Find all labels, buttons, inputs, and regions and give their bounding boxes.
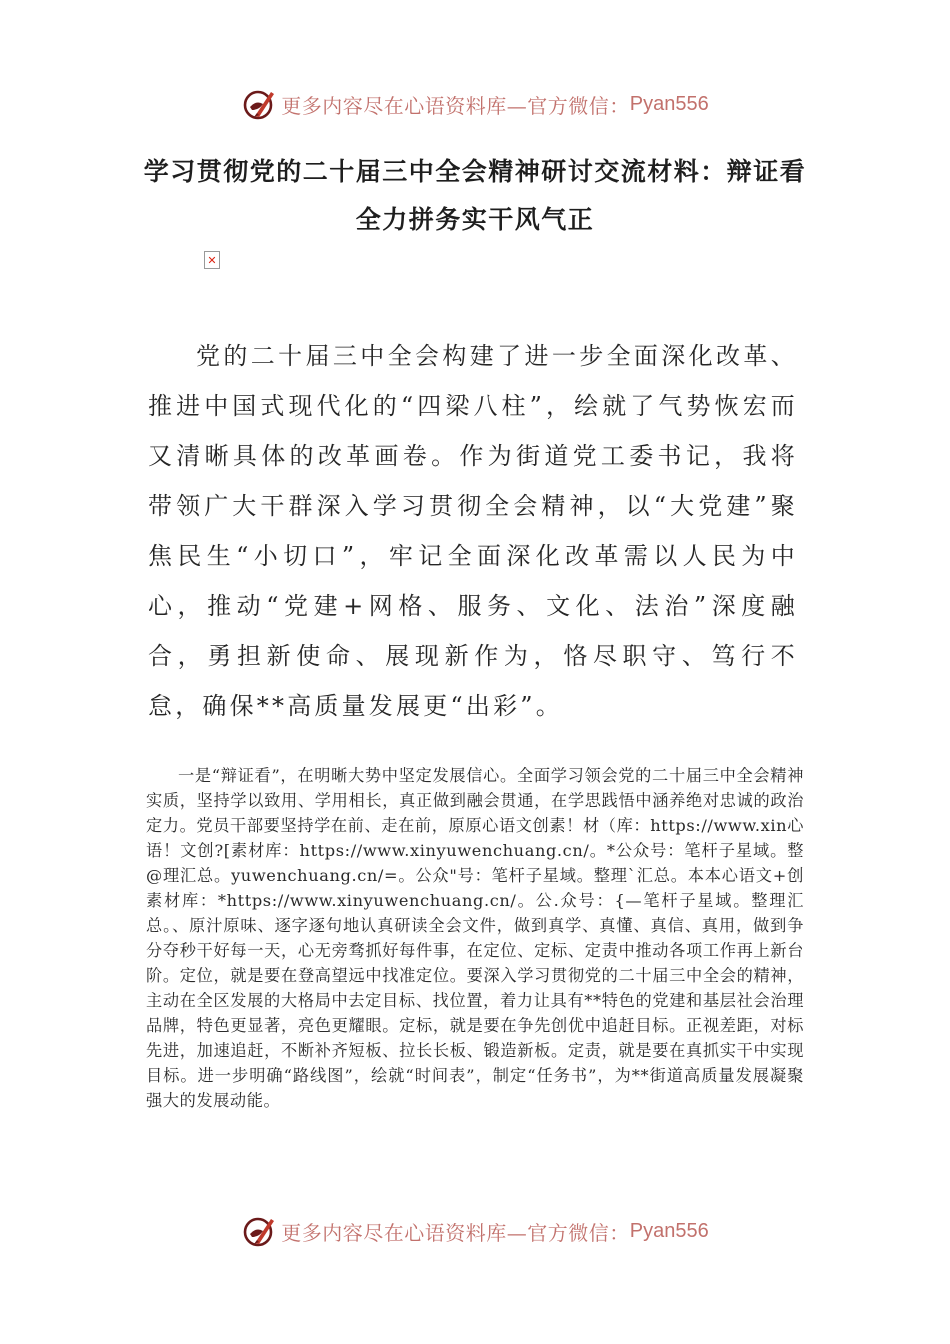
wechat-id: Pyan556 — [629, 92, 709, 115]
section-one-paragraph: 一是“辩证看”，在明晰大势中坚定发展信心。全面学习领会党的二十届三中全会精神实质，坚持学以致用、学用相长，真正做到融会贯通，在学思践悟中涵养绝对忠诚的政治定力。党员干部要坚持学在前、走在前，原原心语文创素！材（库：https://www.xin心语！文创?[素材库：https://www.xinyuwenchuang.cn/。*公众号：笔杆子星域。整@理汇总。yuwenchuang.cn/=。公众"号：笔杆子星域。整理`汇总。本本心语文+创素材库：*https://www.xinyuwenchuang.cn/。公.众号：{—笔杆子星域。整理汇总。、原汁原味、逐字逐句地认真研读全会文件，做到真学、真懂、真信、真用，做到争分夺秒干好每一天，心无旁骛抓好每件事，在定位、定标、定责中推动各项工作再上新台阶。定位，就是要在登高望远中找准定位。要深入学习贯彻党的二十届三中全会的精神，主动在全区发展的大格局中去定目标、找位置，着力让具有**特色的党建和基层社会治理品牌，特色更显著，亮色更耀眼。定标，就是要在争先创优中追赶目标。正视差距，对标先进，加速追赶，不断补齐短板、拉长长板、锻造新板。定责，就是要在真抓实干中实现目标。进一步明确“路线图”，绘就“时间表”，制定“任务书”，为**街道高质量发展凝聚强大的发展动能。 — [146, 766, 804, 1110]
broken-image-icon — [204, 251, 220, 269]
quill-logo-icon — [241, 86, 277, 122]
wechat-id: Pyan556 — [629, 1219, 709, 1242]
broken-image-glyph: ✕ — [207, 253, 217, 267]
header-banner — [0, 84, 950, 124]
banner-text: 更多内容尽在心语资料库—官方微信： — [281, 1220, 630, 1245]
title-line-1: 学习贯彻党的二十届三中全会精神研讨交流材料：辩证看 — [143, 157, 807, 186]
quill-logo-icon — [241, 1213, 277, 1249]
intro-paragraph: 党的二十届三中全会构建了进一步全面深化改革、推进中国式现代化的“四梁八柱”，绘就了气势恢宏而又清晰具体的改革画卷。作为街道党工委书记，我将带领广大干群深入学习贯彻全会精神，以“大党建”聚焦民生“小切口”，牢记全面深化改革需以人民为中心，推动“党建+网格、服务、文化、法治”深度融合，勇担新使命、展现新作为，恪尽职守、笃行不怠，确保**高质量发展更“出彩”。 — [148, 342, 798, 720]
banner-text: 更多内容尽在心语资料库—官方微信： — [281, 93, 630, 118]
footer-banner — [0, 1211, 950, 1251]
title-line-2: 全力拼务实干风气正 — [355, 205, 595, 234]
document-title — [140, 148, 810, 244]
